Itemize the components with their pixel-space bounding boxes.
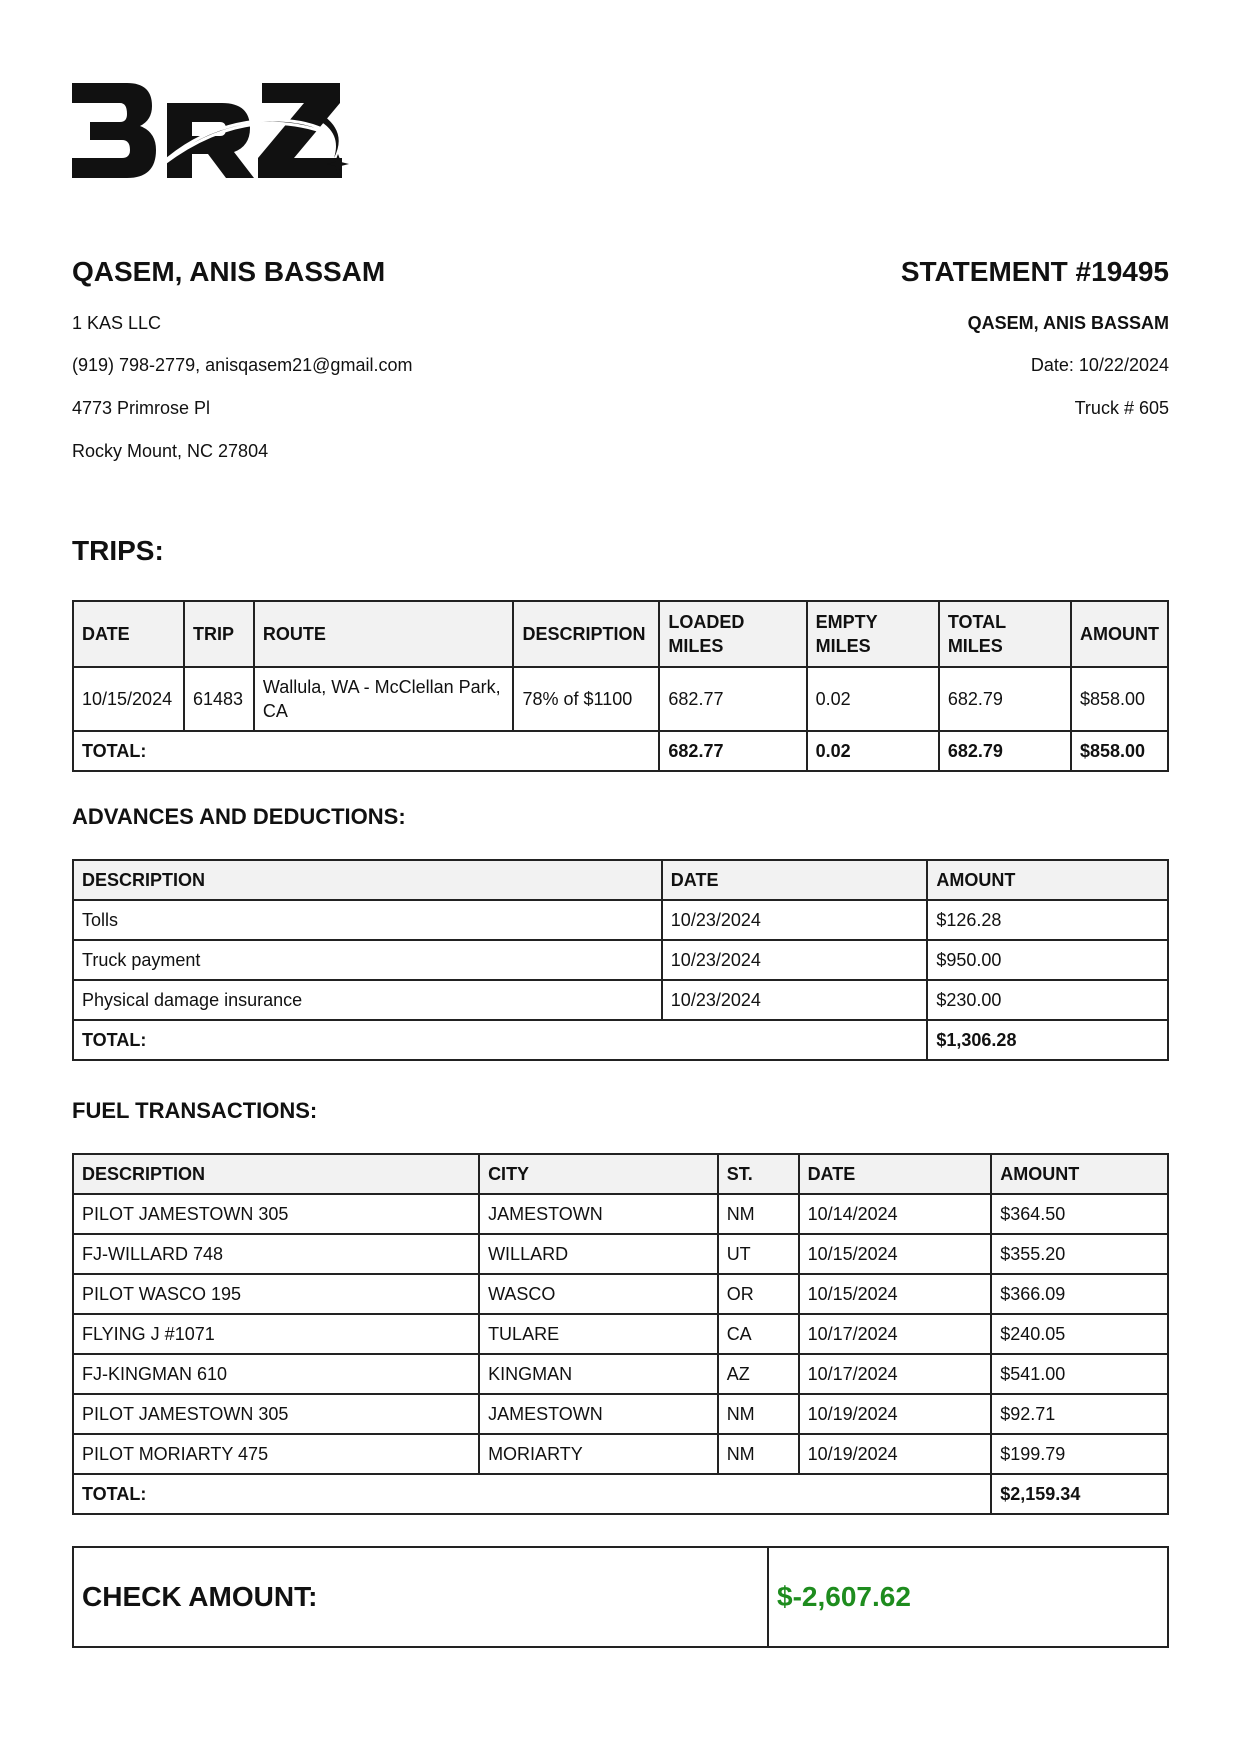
column-header: DESCRIPTION <box>73 860 662 900</box>
table-cell: 10/23/2024 <box>662 980 928 1020</box>
driver-company: 1 KAS LLC <box>72 313 162 333</box>
table-cell: JAMESTOWN <box>479 1394 718 1434</box>
table-cell: 10/14/2024 <box>799 1194 992 1234</box>
table-row <box>73 1394 1168 1434</box>
table-cell: OR <box>718 1274 799 1314</box>
fuel-title: FUEL TRANSACTIONS: <box>72 1098 318 1123</box>
table-cell: KINGMAN <box>479 1354 718 1394</box>
column-header: TRIP <box>184 601 254 667</box>
table-header-row <box>73 601 1168 667</box>
driver-contact: (919) 798-2779, anisqasem21@gmail.com <box>72 355 413 375</box>
table-row <box>73 1354 1168 1394</box>
table-cell: Wallula, WA - McClellan Park, CA <box>254 667 514 731</box>
table-cell: 10/15/2024 <box>799 1274 992 1314</box>
total-label: TOTAL: <box>73 1020 927 1060</box>
column-header: AMOUNT <box>1071 601 1168 667</box>
table-row <box>73 940 1168 980</box>
table-header-row <box>73 1154 1168 1194</box>
total-row <box>73 1474 1168 1514</box>
total-amount: $858.00 <box>1071 731 1168 771</box>
column-header: ROUTE <box>254 601 514 667</box>
column-header: ST. <box>718 1154 799 1194</box>
check-amount-value: $-2,607.62 <box>777 1581 911 1612</box>
table-cell: $240.05 <box>991 1314 1168 1354</box>
driver-address-line1: 4773 Primrose Pl <box>72 398 211 418</box>
advances-table <box>72 859 1169 1061</box>
total-label: TOTAL: <box>73 1474 991 1514</box>
table-cell: PILOT JAMESTOWN 305 <box>73 1194 479 1234</box>
table-row <box>73 1234 1168 1274</box>
table-cell: PILOT JAMESTOWN 305 <box>73 1394 479 1434</box>
table-cell: Truck payment <box>73 940 662 980</box>
trips-title: TRIPS: <box>72 535 164 566</box>
table-cell: NM <box>718 1434 799 1474</box>
table-cell: FLYING J #1071 <box>73 1314 479 1354</box>
column-header: DESCRIPTION <box>513 601 659 667</box>
table-cell: $199.79 <box>991 1434 1168 1474</box>
column-header: CITY <box>479 1154 718 1194</box>
table-cell: 10/15/2024 <box>73 667 184 731</box>
table-cell: FJ-WILLARD 748 <box>73 1234 479 1274</box>
table-cell: NM <box>718 1194 799 1234</box>
table-row <box>73 1314 1168 1354</box>
table-cell: WILLARD <box>479 1234 718 1274</box>
table-cell: 78% of $1100 <box>513 667 659 731</box>
table-cell: 10/15/2024 <box>799 1234 992 1274</box>
column-header: AMOUNT <box>927 860 1168 900</box>
column-header: LOADED MILES <box>659 601 806 667</box>
table-cell: NM <box>718 1394 799 1434</box>
table-cell: $230.00 <box>927 980 1168 1020</box>
table-header-row <box>73 860 1168 900</box>
table-cell: $126.28 <box>927 900 1168 940</box>
table-row <box>73 980 1168 1020</box>
check-amount-box <box>72 1546 1169 1648</box>
table-cell: $364.50 <box>991 1194 1168 1234</box>
table-cell: 10/23/2024 <box>662 900 928 940</box>
trips-table <box>72 600 1169 772</box>
table-cell: $858.00 <box>1071 667 1168 731</box>
table-cell: PILOT WASCO 195 <box>73 1274 479 1314</box>
table-cell: MORIARTY <box>479 1434 718 1474</box>
fuel-table <box>72 1153 1169 1515</box>
table-cell: CA <box>718 1314 799 1354</box>
table-row <box>73 1434 1168 1474</box>
table-row <box>73 1274 1168 1314</box>
advances-title: ADVANCES AND DEDUCTIONS: <box>72 804 406 829</box>
column-header: DATE <box>662 860 928 900</box>
total-label: TOTAL: <box>73 731 659 771</box>
table-cell: 10/17/2024 <box>799 1354 992 1394</box>
table-row <box>73 900 1168 940</box>
check-amount-label: CHECK AMOUNT: <box>74 1548 769 1646</box>
column-header: EMPTY MILES <box>807 601 939 667</box>
table-cell: UT <box>718 1234 799 1274</box>
table-cell: 0.02 <box>807 667 939 731</box>
total-empty-miles: 0.02 <box>807 731 939 771</box>
table-cell: Physical damage insurance <box>73 980 662 1020</box>
column-header: AMOUNT <box>991 1154 1168 1194</box>
column-header: DATE <box>799 1154 992 1194</box>
table-cell: PILOT MORIARTY 475 <box>73 1434 479 1474</box>
table-cell: 10/19/2024 <box>799 1434 992 1474</box>
column-header: TOTAL MILES <box>939 601 1071 667</box>
table-row <box>73 667 1168 731</box>
table-cell: $355.20 <box>991 1234 1168 1274</box>
column-header: DATE <box>73 601 184 667</box>
table-cell: 682.77 <box>659 667 806 731</box>
table-cell: $92.71 <box>991 1394 1168 1434</box>
total-amount: $2,159.34 <box>991 1474 1168 1514</box>
brz-logo <box>72 78 392 193</box>
table-cell: TULARE <box>479 1314 718 1354</box>
table-cell: $950.00 <box>927 940 1168 980</box>
statement-info <box>609 255 1169 418</box>
table-cell: Tolls <box>73 900 662 940</box>
driver-info <box>72 255 632 461</box>
total-miles: 682.79 <box>939 731 1071 771</box>
table-cell: WASCO <box>479 1274 718 1314</box>
table-cell: 10/17/2024 <box>799 1314 992 1354</box>
driver-address-line2: Rocky Mount, NC 27804 <box>72 441 269 461</box>
table-cell: 682.79 <box>939 667 1071 731</box>
statement-truck: Truck # 605 <box>1074 398 1169 418</box>
table-cell: FJ-KINGMAN 610 <box>73 1354 479 1394</box>
statement-name: QASEM, ANIS BASSAM <box>967 313 1169 333</box>
table-cell: 10/23/2024 <box>662 940 928 980</box>
column-header: DESCRIPTION <box>73 1154 479 1194</box>
total-row <box>73 731 1168 771</box>
table-cell: $541.00 <box>991 1354 1168 1394</box>
table-cell: 10/19/2024 <box>799 1394 992 1434</box>
total-loaded-miles: 682.77 <box>659 731 806 771</box>
table-cell: $366.09 <box>991 1274 1168 1314</box>
table-row <box>73 1194 1168 1234</box>
statement-title: STATEMENT #19495 <box>900 256 1169 287</box>
total-amount: $1,306.28 <box>927 1020 1168 1060</box>
table-cell: 61483 <box>184 667 254 731</box>
statement-date: Date: 10/22/2024 <box>1030 355 1169 375</box>
table-cell: AZ <box>718 1354 799 1394</box>
total-row <box>73 1020 1168 1060</box>
driver-name: QASEM, ANIS BASSAM <box>72 256 386 287</box>
table-cell: JAMESTOWN <box>479 1194 718 1234</box>
